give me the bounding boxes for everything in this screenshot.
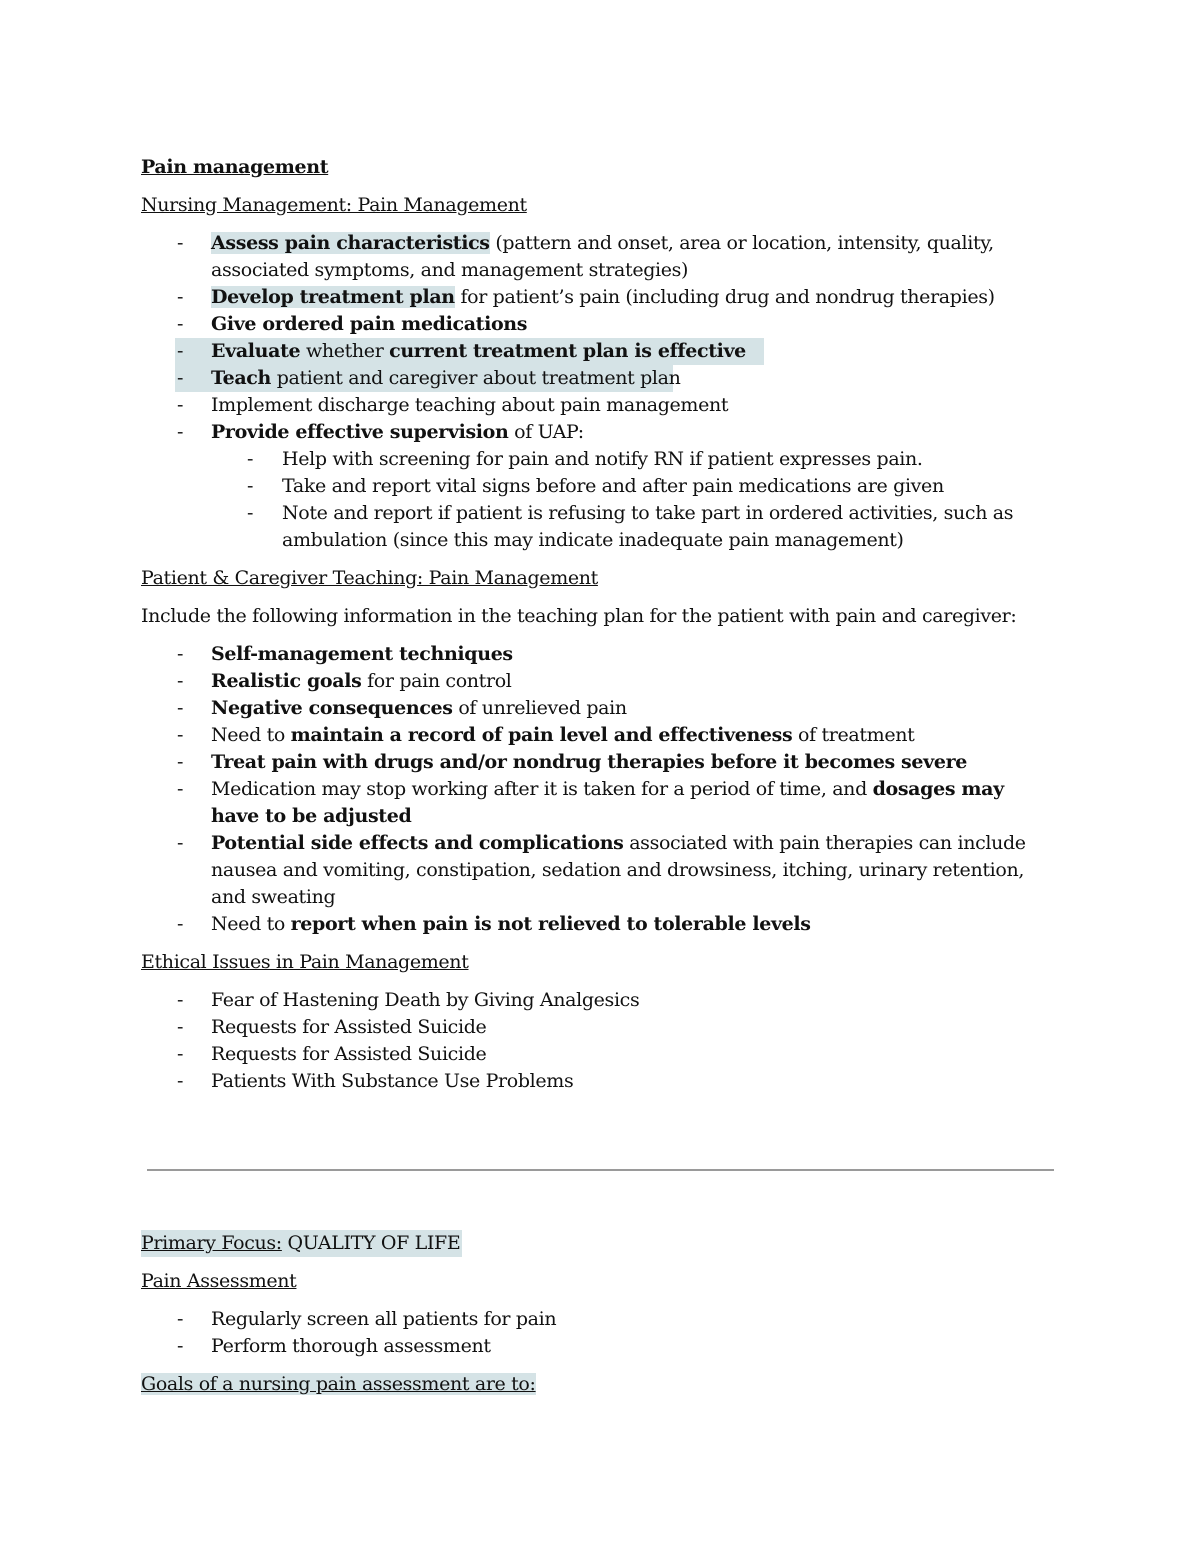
list-item-text: for pain control xyxy=(361,670,512,692)
goals-heading xyxy=(141,1371,1041,1398)
teaching-heading: Patient & Caregiver Teaching: Pain Management xyxy=(141,567,598,589)
list-item-bold: Evaluate xyxy=(211,340,301,362)
list-item xyxy=(141,284,1041,311)
list-item-text: of unrelieved pain xyxy=(452,697,627,719)
horizontal-rule xyxy=(147,1169,1054,1171)
list-item-bold: Give ordered pain medications xyxy=(211,313,528,335)
document-body-continued xyxy=(141,1230,1041,1409)
list-item-text: Need to xyxy=(211,913,291,935)
list-item-bold: Develop treatment plan xyxy=(211,286,455,308)
list-item-text: (pattern and onset, area or location, intensity, quality, associated symptoms, and management strategies) xyxy=(211,232,994,281)
pain-assessment-heading: Pain Assessment xyxy=(141,1270,297,1292)
list-item xyxy=(141,392,1041,419)
list-item-text: Implement discharge teaching about pain management xyxy=(211,394,729,416)
list-item-text: of treatment xyxy=(792,724,915,746)
list-item: - Requests for Assisted Suicide xyxy=(141,1041,1041,1068)
list-item-text: patient and caregiver about treatment plan xyxy=(271,367,681,389)
list-item-bold: Realistic goals xyxy=(211,670,362,692)
ethical-list xyxy=(141,987,1041,1095)
list-item-text: whether xyxy=(300,340,390,362)
list-item xyxy=(141,668,1041,695)
list-item xyxy=(141,365,1041,392)
list-item-text: associated with pain therapies can include nausea and vomiting, constipation, sedation and drowsiness, itching, urinary retention, and sweating xyxy=(211,832,1026,908)
list-item xyxy=(141,230,1041,284)
list-item-bold: Negative consequences xyxy=(211,697,453,719)
list-item xyxy=(141,722,1041,749)
list-item xyxy=(141,830,1041,911)
list-item xyxy=(141,695,1041,722)
sub-list-item: - Help with screening for pain and notify RN if patient expresses pain. xyxy=(211,446,1041,473)
list-item xyxy=(141,776,1041,830)
list-item-bold: Treat pain with drugs and/or nondrug therapies before it becomes severe xyxy=(211,751,967,773)
list-item xyxy=(141,911,1041,938)
list-item-bold: Teach xyxy=(211,367,271,389)
list-item-bold: Potential side effects and complications xyxy=(211,832,624,854)
list-item-bold: dosages may have to be adjusted xyxy=(211,778,1004,827)
list-item: - Requests for Assisted Suicide xyxy=(141,1014,1041,1041)
list-item: - Fear of Hastening Death by Giving Analgesics xyxy=(141,987,1041,1014)
list-item-text: for patient’s pain (including drug and nondrug therapies) xyxy=(454,286,995,308)
list-item-text: Need to xyxy=(211,724,291,746)
uap-sublist xyxy=(211,446,1041,554)
list-item-bold: current treatment plan is effective xyxy=(389,340,746,362)
ethical-heading: Ethical Issues in Pain Management xyxy=(141,951,469,973)
sub-list-item: - Take and report vital signs before and after pain medications are given xyxy=(211,473,1041,500)
list-item-bold: report when pain is not relieved to tolerable levels xyxy=(290,913,811,935)
list-item-bold: Self-management techniques xyxy=(211,643,513,665)
list-item xyxy=(141,641,1041,668)
primary-focus-highlight xyxy=(141,1230,462,1257)
list-item xyxy=(141,419,1041,554)
sub-list-item: - Note and report if patient is refusing to take part in ordered activities, such as ambulation (since this may indicate inadequate pain management) xyxy=(211,500,1041,554)
nursing-management-heading: Nursing Management: Pain Management xyxy=(141,194,527,216)
primary-focus-line xyxy=(141,1230,1041,1257)
document-body xyxy=(141,154,1041,1106)
list-item xyxy=(141,338,1041,365)
list-item-text: Medication may stop working after it is taken for a period of time, and xyxy=(211,778,873,800)
list-item-text: of UAP: xyxy=(508,421,584,443)
list-item: - Perform thorough assessment xyxy=(141,1333,1041,1360)
list-item-bold: Provide effective supervision xyxy=(211,421,509,443)
list-item-bold: maintain a record of pain level and effectiveness xyxy=(290,724,793,746)
list-item xyxy=(141,749,1041,776)
page-title: Pain management xyxy=(141,156,329,178)
nursing-management-list xyxy=(141,230,1041,554)
teaching-intro: Include the following information in the teaching plan for the patient with pain and caregiver: xyxy=(141,605,1017,627)
goals-heading-text: Goals of a nursing pain assessment are to: xyxy=(141,1373,536,1395)
list-item xyxy=(141,311,1041,338)
list-item-bold: Assess pain characteristics xyxy=(211,232,490,254)
list-item: - Patients With Substance Use Problems xyxy=(141,1068,1041,1095)
pain-assessment-list xyxy=(141,1306,1041,1360)
list-item: - Regularly screen all patients for pain xyxy=(141,1306,1041,1333)
primary-focus-label: Primary Focus: xyxy=(141,1232,282,1254)
teaching-list xyxy=(141,641,1041,938)
primary-focus-value: QUALITY OF LIFE xyxy=(281,1232,461,1254)
